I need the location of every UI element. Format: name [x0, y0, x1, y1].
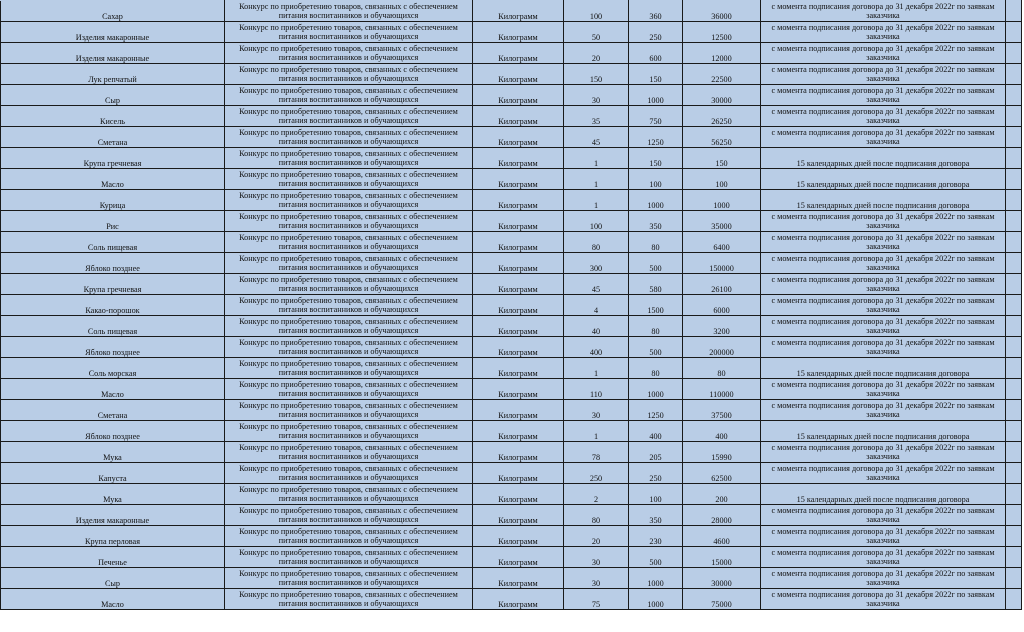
table-row	[1, 253, 1022, 274]
price-cell[interactable]: 150	[629, 64, 683, 85]
quantity-cell[interactable]: 50	[564, 22, 629, 43]
table-row	[1, 274, 1022, 295]
unit-cell[interactable]: Килограмм	[473, 253, 564, 274]
unit-cell[interactable]: Килограмм	[473, 127, 564, 148]
delivery-term-cell[interactable]: 15 календарных дней после подписания договора	[761, 484, 1006, 505]
quantity-cell[interactable]: 20	[564, 526, 629, 547]
delivery-term-cell[interactable]: с момента подписания договора до 31 декабря 2022г по заявкам заказчика	[761, 295, 1006, 316]
delivery-term-cell[interactable]: с момента подписания договора до 31 декабря 2022г по заявкам заказчика	[761, 547, 1006, 568]
procedure-cell[interactable]: Конкурс по приобретению товаров, связанных с обеспечением питания воспитанников и обучающихся	[225, 547, 473, 568]
procedure-cell[interactable]: Конкурс по приобретению товаров, связанных с обеспечением питания воспитанников и обучающихся	[225, 127, 473, 148]
product-name-cell[interactable]: Мука	[1, 484, 225, 505]
table-row	[1, 442, 1022, 463]
price-cell[interactable]: 1000	[629, 85, 683, 106]
quantity-cell[interactable]: 80	[564, 505, 629, 526]
unit-cell[interactable]: Килограмм	[473, 106, 564, 127]
sum-cell[interactable]: 150	[683, 148, 761, 169]
quantity-cell[interactable]: 150	[564, 64, 629, 85]
price-cell[interactable]: 80	[629, 232, 683, 253]
product-name-cell[interactable]: Сметана	[1, 127, 225, 148]
blank-cell[interactable]	[1006, 106, 1022, 127]
price-cell[interactable]: 1000	[629, 379, 683, 400]
product-name-cell[interactable]: Яблоко позднее	[1, 337, 225, 358]
delivery-term-cell[interactable]: с момента подписания договора до 31 декабря 2022г по заявкам заказчика	[761, 43, 1006, 64]
unit-cell[interactable]: Килограмм	[473, 22, 564, 43]
table-row	[1, 589, 1022, 610]
blank-cell[interactable]	[1006, 589, 1022, 610]
price-cell[interactable]: 1250	[629, 400, 683, 421]
unit-cell[interactable]: Килограмм	[473, 484, 564, 505]
product-name-cell[interactable]: Яблоко позднее	[1, 421, 225, 442]
quantity-cell[interactable]: 45	[564, 274, 629, 295]
quantity-cell[interactable]: 30	[564, 547, 629, 568]
table-row	[1, 127, 1022, 148]
sum-cell[interactable]: 400	[683, 421, 761, 442]
procedure-cell[interactable]: Конкурс по приобретению товаров, связанных с обеспечением питания воспитанников и обучающихся	[225, 253, 473, 274]
unit-cell[interactable]: Килограмм	[473, 295, 564, 316]
price-cell[interactable]: 1500	[629, 295, 683, 316]
blank-cell[interactable]	[1006, 169, 1022, 190]
delivery-term-cell[interactable]: 15 календарных дней после подписания договора	[761, 358, 1006, 379]
blank-cell[interactable]	[1006, 568, 1022, 589]
blank-cell[interactable]	[1006, 358, 1022, 379]
price-cell[interactable]: 1000	[629, 190, 683, 211]
procedure-cell[interactable]: Конкурс по приобретению товаров, связанных с обеспечением питания воспитанников и обучающихся	[225, 43, 473, 64]
delivery-term-cell[interactable]: с момента подписания договора до 31 декабря 2022г по заявкам заказчика	[761, 127, 1006, 148]
product-name-cell[interactable]: Рис	[1, 211, 225, 232]
blank-cell[interactable]	[1006, 379, 1022, 400]
product-name-cell[interactable]: Кисель	[1, 106, 225, 127]
delivery-term-cell[interactable]: 15 календарных дней после подписания договора	[761, 421, 1006, 442]
product-name-cell[interactable]: Какао-порошок	[1, 295, 225, 316]
sum-cell[interactable]: 6400	[683, 232, 761, 253]
blank-cell[interactable]	[1006, 295, 1022, 316]
product-name-cell[interactable]: Масло	[1, 589, 225, 610]
table-row	[1, 190, 1022, 211]
product-name-cell[interactable]: Печенье	[1, 547, 225, 568]
price-cell[interactable]: 400	[629, 421, 683, 442]
blank-cell[interactable]	[1006, 400, 1022, 421]
table-row	[1, 211, 1022, 232]
table-row	[1, 295, 1022, 316]
product-name-cell[interactable]: Соль пищевая	[1, 232, 225, 253]
quantity-cell[interactable]: 35	[564, 106, 629, 127]
blank-cell[interactable]	[1006, 127, 1022, 148]
product-name-cell[interactable]: Масло	[1, 169, 225, 190]
quantity-cell[interactable]: 30	[564, 400, 629, 421]
blank-cell[interactable]	[1006, 211, 1022, 232]
product-name-cell[interactable]: Изделия макаронные	[1, 505, 225, 526]
price-cell[interactable]: 350	[629, 211, 683, 232]
delivery-term-cell[interactable]: с момента подписания договора до 31 декабря 2022г по заявкам заказчика	[761, 253, 1006, 274]
price-cell[interactable]: 100	[629, 169, 683, 190]
unit-cell[interactable]: Килограмм	[473, 442, 564, 463]
unit-cell[interactable]: Килограмм	[473, 43, 564, 64]
quantity-cell[interactable]: 45	[564, 127, 629, 148]
blank-cell[interactable]	[1006, 505, 1022, 526]
sum-cell[interactable]: 3200	[683, 316, 761, 337]
product-name-cell[interactable]: Соль пищевая	[1, 316, 225, 337]
quantity-cell[interactable]: 20	[564, 43, 629, 64]
product-name-cell[interactable]: Лук репчатый	[1, 64, 225, 85]
blank-cell[interactable]	[1006, 190, 1022, 211]
quantity-cell[interactable]: 400	[564, 337, 629, 358]
quantity-cell[interactable]: 30	[564, 568, 629, 589]
unit-cell[interactable]: Килограмм	[473, 547, 564, 568]
price-cell[interactable]: 1000	[629, 589, 683, 610]
product-name-cell[interactable]: Сахар	[1, 1, 225, 22]
table-row	[1, 505, 1022, 526]
unit-cell[interactable]: Килограмм	[473, 337, 564, 358]
procedure-cell[interactable]: Конкурс по приобретению товаров, связанных с обеспечением питания воспитанников и обучающихся	[225, 211, 473, 232]
table-row	[1, 316, 1022, 337]
table-row	[1, 547, 1022, 568]
price-cell[interactable]: 230	[629, 526, 683, 547]
procedure-cell[interactable]: Конкурс по приобретению товаров, связанных с обеспечением питания воспитанников и обучающихся	[225, 421, 473, 442]
delivery-term-cell[interactable]: с момента подписания договора до 31 декабря 2022г по заявкам заказчика	[761, 85, 1006, 106]
sum-cell[interactable]: 4600	[683, 526, 761, 547]
procedure-cell[interactable]: Конкурс по приобретению товаров, связанных с обеспечением питания воспитанников и обучающихся	[225, 190, 473, 211]
table-row	[1, 1, 1022, 22]
procedure-cell[interactable]: Конкурс по приобретению товаров, связанных с обеспечением питания воспитанников и обучающихся	[225, 295, 473, 316]
blank-cell[interactable]	[1006, 148, 1022, 169]
delivery-term-cell[interactable]: с момента подписания договора до 31 декабря 2022г по заявкам заказчика	[761, 316, 1006, 337]
table-row	[1, 400, 1022, 421]
delivery-term-cell[interactable]: с момента подписания договора до 31 декабря 2022г по заявкам заказчика	[761, 379, 1006, 400]
sum-cell[interactable]: 80	[683, 358, 761, 379]
sum-cell[interactable]: 75000	[683, 589, 761, 610]
unit-cell[interactable]: Килограмм	[473, 169, 564, 190]
quantity-cell[interactable]: 1	[564, 358, 629, 379]
price-cell[interactable]: 1000	[629, 568, 683, 589]
procedure-cell[interactable]: Конкурс по приобретению товаров, связанных с обеспечением питания воспитанников и обучающихся	[225, 1, 473, 22]
procedure-cell[interactable]: Конкурс по приобретению товаров, связанных с обеспечением питания воспитанников и обучающихся	[225, 316, 473, 337]
price-cell[interactable]: 100	[629, 484, 683, 505]
blank-cell[interactable]	[1006, 463, 1022, 484]
unit-cell[interactable]: Килограмм	[473, 526, 564, 547]
sum-cell[interactable]: 26100	[683, 274, 761, 295]
blank-cell[interactable]	[1006, 22, 1022, 43]
delivery-term-cell[interactable]: с момента подписания договора до 31 декабря 2022г по заявкам заказчика	[761, 400, 1006, 421]
quantity-cell[interactable]: 40	[564, 316, 629, 337]
quantity-cell[interactable]: 78	[564, 442, 629, 463]
table-row	[1, 421, 1022, 442]
unit-cell[interactable]: Килограмм	[473, 379, 564, 400]
table-row	[1, 169, 1022, 190]
delivery-term-cell[interactable]: 15 календарных дней после подписания договора	[761, 148, 1006, 169]
delivery-term-cell[interactable]: с момента подписания договора до 31 декабря 2022г по заявкам заказчика	[761, 442, 1006, 463]
unit-cell[interactable]: Килограмм	[473, 358, 564, 379]
procedure-cell[interactable]: Конкурс по приобретению товаров, связанных с обеспечением питания воспитанников и обучающихся	[225, 22, 473, 43]
table-row	[1, 85, 1022, 106]
sum-cell[interactable]: 62500	[683, 463, 761, 484]
unit-cell[interactable]: Килограмм	[473, 568, 564, 589]
table-row	[1, 148, 1022, 169]
procedure-cell[interactable]: Конкурс по приобретению товаров, связанных с обеспечением питания воспитанников и обучающихся	[225, 400, 473, 421]
table-row	[1, 568, 1022, 589]
product-name-cell[interactable]: Масло	[1, 379, 225, 400]
procedure-cell[interactable]: Конкурс по приобретению товаров, связанных с обеспечением питания воспитанников и обучающихся	[225, 169, 473, 190]
sum-cell[interactable]: 100	[683, 169, 761, 190]
quantity-cell[interactable]: 110	[564, 379, 629, 400]
delivery-term-cell[interactable]: с момента подписания договора до 31 декабря 2022г по заявкам заказчика	[761, 1, 1006, 22]
product-name-cell[interactable]: Капуста	[1, 463, 225, 484]
table-row	[1, 64, 1022, 85]
sum-cell[interactable]: 56250	[683, 127, 761, 148]
quantity-cell[interactable]: 300	[564, 253, 629, 274]
delivery-term-cell[interactable]: 15 календарных дней после подписания договора	[761, 169, 1006, 190]
product-name-cell[interactable]: Мука	[1, 442, 225, 463]
sum-cell[interactable]: 12000	[683, 43, 761, 64]
procedure-cell[interactable]: Конкурс по приобретению товаров, связанных с обеспечением питания воспитанников и обучающихся	[225, 232, 473, 253]
blank-cell[interactable]	[1006, 253, 1022, 274]
delivery-term-cell[interactable]: с момента подписания договора до 31 декабря 2022г по заявкам заказчика	[761, 337, 1006, 358]
quantity-cell[interactable]: 30	[564, 85, 629, 106]
delivery-term-cell[interactable]: с момента подписания договора до 31 декабря 2022г по заявкам заказчика	[761, 211, 1006, 232]
blank-cell[interactable]	[1006, 85, 1022, 106]
unit-cell[interactable]: Килограмм	[473, 274, 564, 295]
unit-cell[interactable]: Килограмм	[473, 148, 564, 169]
unit-cell[interactable]: Килограмм	[473, 463, 564, 484]
delivery-term-cell[interactable]: с момента подписания договора до 31 декабря 2022г по заявкам заказчика	[761, 232, 1006, 253]
delivery-term-cell[interactable]: с момента подписания договора до 31 декабря 2022г по заявкам заказчика	[761, 505, 1006, 526]
sum-cell[interactable]: 28000	[683, 505, 761, 526]
price-cell[interactable]: 600	[629, 43, 683, 64]
product-name-cell[interactable]: Сыр	[1, 568, 225, 589]
sum-cell[interactable]: 200000	[683, 337, 761, 358]
sum-cell[interactable]: 150000	[683, 253, 761, 274]
procedure-cell[interactable]: Конкурс по приобретению товаров, связанных с обеспечением питания воспитанников и обучающихся	[225, 337, 473, 358]
procedure-cell[interactable]: Конкурс по приобретению товаров, связанных с обеспечением питания воспитанников и обучающихся	[225, 274, 473, 295]
table-row	[1, 106, 1022, 127]
product-name-cell[interactable]: Крупа гречневая	[1, 148, 225, 169]
blank-cell[interactable]	[1006, 43, 1022, 64]
delivery-term-cell[interactable]: с момента подписания договора до 31 декабря 2022г по заявкам заказчика	[761, 106, 1006, 127]
product-name-cell[interactable]: Изделия макаронные	[1, 22, 225, 43]
unit-cell[interactable]: Килограмм	[473, 1, 564, 22]
price-cell[interactable]: 500	[629, 337, 683, 358]
table-row	[1, 43, 1022, 64]
delivery-term-cell[interactable]: с момента подписания договора до 31 декабря 2022г по заявкам заказчика	[761, 22, 1006, 43]
table-body	[1, 1, 1022, 610]
unit-cell[interactable]: Килограмм	[473, 85, 564, 106]
price-cell[interactable]: 580	[629, 274, 683, 295]
procedure-cell[interactable]: Конкурс по приобретению товаров, связанных с обеспечением питания воспитанников и обучающихся	[225, 589, 473, 610]
sum-cell[interactable]: 36000	[683, 1, 761, 22]
procedure-cell[interactable]: Конкурс по приобретению товаров, связанных с обеспечением питания воспитанников и обучающихся	[225, 568, 473, 589]
price-cell[interactable]: 80	[629, 358, 683, 379]
quantity-cell[interactable]: 1	[564, 148, 629, 169]
quantity-cell[interactable]: 1	[564, 169, 629, 190]
unit-cell[interactable]: Килограмм	[473, 505, 564, 526]
delivery-term-cell[interactable]: с момента подписания договора до 31 декабря 2022г по заявкам заказчика	[761, 589, 1006, 610]
blank-cell[interactable]	[1006, 547, 1022, 568]
product-name-cell[interactable]: Крупа перловая	[1, 526, 225, 547]
unit-cell[interactable]: Килограмм	[473, 190, 564, 211]
procedure-cell[interactable]: Конкурс по приобретению товаров, связанных с обеспечением питания воспитанников и обучающихся	[225, 148, 473, 169]
procedure-cell[interactable]: Конкурс по приобретению товаров, связанных с обеспечением питания воспитанников и обучающихся	[225, 505, 473, 526]
price-cell[interactable]: 360	[629, 1, 683, 22]
quantity-cell[interactable]: 4	[564, 295, 629, 316]
price-cell[interactable]: 500	[629, 253, 683, 274]
price-cell[interactable]: 250	[629, 463, 683, 484]
table-row	[1, 232, 1022, 253]
sum-cell[interactable]: 110000	[683, 379, 761, 400]
price-cell[interactable]: 1250	[629, 127, 683, 148]
table-row	[1, 526, 1022, 547]
quantity-cell[interactable]: 1	[564, 421, 629, 442]
procedure-cell[interactable]: Конкурс по приобретению товаров, связанных с обеспечением питания воспитанников и обучающихся	[225, 463, 473, 484]
blank-cell[interactable]	[1006, 337, 1022, 358]
price-cell[interactable]: 150	[629, 148, 683, 169]
blank-cell[interactable]	[1006, 526, 1022, 547]
delivery-term-cell[interactable]: с момента подписания договора до 31 декабря 2022г по заявкам заказчика	[761, 568, 1006, 589]
delivery-term-cell[interactable]: с момента подписания договора до 31 декабря 2022г по заявкам заказчика	[761, 64, 1006, 85]
price-cell[interactable]: 750	[629, 106, 683, 127]
product-name-cell[interactable]: Изделия макаронные	[1, 43, 225, 64]
product-name-cell[interactable]: Крупа гречневая	[1, 274, 225, 295]
blank-cell[interactable]	[1006, 232, 1022, 253]
price-cell[interactable]: 350	[629, 505, 683, 526]
quantity-cell[interactable]: 1	[564, 190, 629, 211]
product-name-cell[interactable]: Яблоко позднее	[1, 253, 225, 274]
product-name-cell[interactable]: Соль морская	[1, 358, 225, 379]
procedure-cell[interactable]: Конкурс по приобретению товаров, связанных с обеспечением питания воспитанников и обучающихся	[225, 358, 473, 379]
procedure-cell[interactable]: Конкурс по приобретению товаров, связанных с обеспечением питания воспитанников и обучающихся	[225, 379, 473, 400]
sum-cell[interactable]: 22500	[683, 64, 761, 85]
procedure-cell[interactable]: Конкурс по приобретению товаров, связанных с обеспечением питания воспитанников и обучающихся	[225, 526, 473, 547]
delivery-term-cell[interactable]: с момента подписания договора до 31 декабря 2022г по заявкам заказчика	[761, 463, 1006, 484]
table-row	[1, 484, 1022, 505]
unit-cell[interactable]: Килограмм	[473, 589, 564, 610]
quantity-cell[interactable]: 75	[564, 589, 629, 610]
product-name-cell[interactable]: Сыр	[1, 85, 225, 106]
blank-cell[interactable]	[1006, 442, 1022, 463]
sum-cell[interactable]: 35000	[683, 211, 761, 232]
unit-cell[interactable]: Килограмм	[473, 316, 564, 337]
product-name-cell[interactable]: Сметана	[1, 400, 225, 421]
procedure-cell[interactable]: Конкурс по приобретению товаров, связанных с обеспечением питания воспитанников и обучающихся	[225, 64, 473, 85]
price-cell[interactable]: 205	[629, 442, 683, 463]
table-row	[1, 22, 1022, 43]
procedure-cell[interactable]: Конкурс по приобретению товаров, связанных с обеспечением питания воспитанников и обучающихся	[225, 442, 473, 463]
price-cell[interactable]: 500	[629, 547, 683, 568]
quantity-cell[interactable]: 80	[564, 232, 629, 253]
blank-cell[interactable]	[1006, 484, 1022, 505]
unit-cell[interactable]: Килограмм	[473, 232, 564, 253]
sum-cell[interactable]: 15990	[683, 442, 761, 463]
unit-cell[interactable]: Килограмм	[473, 64, 564, 85]
blank-cell[interactable]	[1006, 421, 1022, 442]
blank-cell[interactable]	[1006, 274, 1022, 295]
sum-cell[interactable]: 200	[683, 484, 761, 505]
sum-cell[interactable]: 1000	[683, 190, 761, 211]
table-row	[1, 337, 1022, 358]
delivery-term-cell[interactable]: 15 календарных дней после подписания договора	[761, 190, 1006, 211]
price-cell[interactable]: 250	[629, 22, 683, 43]
sum-cell[interactable]: 6000	[683, 295, 761, 316]
procedure-cell[interactable]: Конкурс по приобретению товаров, связанных с обеспечением питания воспитанников и обучающихся	[225, 484, 473, 505]
quantity-cell[interactable]: 100	[564, 211, 629, 232]
blank-cell[interactable]	[1006, 1, 1022, 22]
table-row	[1, 463, 1022, 484]
quantity-cell[interactable]: 250	[564, 463, 629, 484]
blank-cell[interactable]	[1006, 316, 1022, 337]
quantity-cell[interactable]: 100	[564, 1, 629, 22]
sum-cell[interactable]: 26250	[683, 106, 761, 127]
delivery-term-cell[interactable]: с момента подписания договора до 31 декабря 2022г по заявкам заказчика	[761, 274, 1006, 295]
sum-cell[interactable]: 37500	[683, 400, 761, 421]
sum-cell[interactable]: 15000	[683, 547, 761, 568]
table-row	[1, 358, 1022, 379]
sum-cell[interactable]: 30000	[683, 85, 761, 106]
unit-cell[interactable]: Килограмм	[473, 421, 564, 442]
procedure-cell[interactable]: Конкурс по приобретению товаров, связанных с обеспечением питания воспитанников и обучающихся	[225, 106, 473, 127]
delivery-term-cell[interactable]: с момента подписания договора до 31 декабря 2022г по заявкам заказчика	[761, 526, 1006, 547]
unit-cell[interactable]: Килограмм	[473, 400, 564, 421]
blank-cell[interactable]	[1006, 64, 1022, 85]
price-cell[interactable]: 80	[629, 316, 683, 337]
sum-cell[interactable]: 12500	[683, 22, 761, 43]
product-name-cell[interactable]: Курица	[1, 190, 225, 211]
table-row	[1, 379, 1022, 400]
sum-cell[interactable]: 30000	[683, 568, 761, 589]
unit-cell[interactable]: Килограмм	[473, 211, 564, 232]
quantity-cell[interactable]: 2	[564, 484, 629, 505]
procedure-cell[interactable]: Конкурс по приобретению товаров, связанных с обеспечением питания воспитанников и обучающихся	[225, 85, 473, 106]
